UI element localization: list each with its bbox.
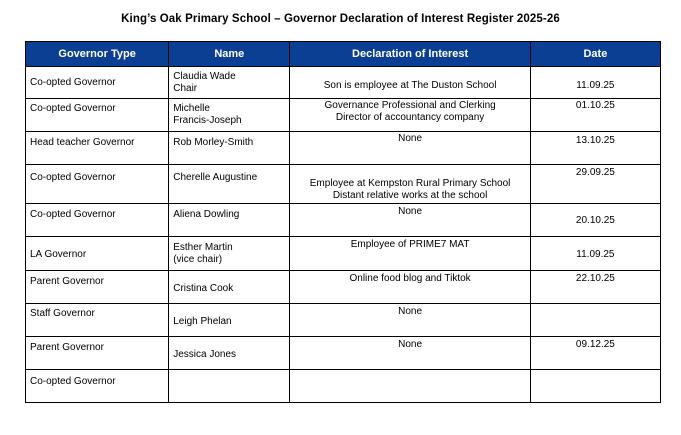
- declaration-date: 11.09.25: [576, 249, 615, 260]
- name-cell: [169, 67, 290, 99]
- date-cell: [530, 370, 660, 403]
- table-row: [26, 337, 661, 370]
- declaration-date: 22.10.25: [575, 273, 615, 284]
- header-date: Date: [530, 42, 660, 67]
- table-row: [26, 271, 661, 304]
- date-cell: [530, 337, 660, 370]
- governor-name: Michelle Francis-Joseph: [173, 103, 242, 126]
- governor-name: Aliena Dowling: [173, 209, 240, 220]
- header-governor-type: Governor Type: [26, 42, 169, 67]
- declaration-cell: [290, 370, 530, 403]
- name-cell: [169, 337, 290, 370]
- governor-type-cell: [26, 67, 169, 99]
- governor-type: Staff Governor: [30, 308, 95, 319]
- declaration-text: None: [398, 339, 423, 350]
- name-cell: [169, 99, 290, 132]
- declaration-cell: [290, 271, 530, 304]
- governor-type: Co-opted Governor: [30, 77, 116, 88]
- table-row: [26, 99, 661, 132]
- declaration-date: 11.09.25: [576, 80, 615, 91]
- declaration-cell: [290, 165, 530, 204]
- governor-type-cell: [26, 271, 169, 304]
- date-cell: [530, 271, 660, 304]
- declaration-text: None: [398, 206, 423, 217]
- table-row: [26, 132, 661, 165]
- declaration-cell: [290, 237, 530, 271]
- declaration-text: None: [398, 306, 423, 317]
- declaration-cell: [290, 99, 530, 132]
- declaration-date: 13.10.25: [575, 135, 615, 146]
- date-cell: [530, 99, 660, 132]
- declaration-text: Governance Professional and Clerking Director of accountancy company: [324, 100, 496, 123]
- governor-type-cell: [26, 165, 169, 204]
- declaration-cell: [290, 204, 530, 237]
- declaration-text: Son is employee at The Duston School: [323, 80, 497, 91]
- governor-type-cell: [26, 132, 169, 165]
- table-row: [26, 237, 661, 271]
- governor-type-cell: [26, 304, 169, 337]
- governor-type-cell: [26, 99, 169, 132]
- governor-name: Claudia Wade Chair: [173, 71, 236, 94]
- declaration-cell: [290, 337, 530, 370]
- governor-type-cell: [26, 204, 169, 237]
- governor-type: Head teacher Governor: [30, 137, 135, 148]
- name-cell: [169, 165, 290, 204]
- governor-type: Co-opted Governor: [30, 103, 116, 114]
- declaration-cell: [290, 67, 530, 99]
- header-name: Name: [169, 42, 290, 67]
- declaration-date: 01.10.25: [575, 100, 615, 111]
- date-cell: [530, 304, 660, 337]
- name-cell: [169, 304, 290, 337]
- table-row: [26, 370, 661, 403]
- declaration-text: Employee at Kempston Rural Primary School Distant relative works at the school: [309, 178, 511, 201]
- governor-name: Esther Martin (vice chair): [173, 242, 233, 265]
- governor-name: Cherelle Augustine: [173, 172, 258, 183]
- date-cell: [530, 237, 660, 271]
- table-row: [26, 165, 661, 204]
- date-cell: [530, 67, 660, 99]
- table-row: [26, 204, 661, 237]
- name-cell: [169, 204, 290, 237]
- governor-type: Co-opted Governor: [30, 172, 116, 183]
- governor-name: Leigh Phelan: [173, 316, 232, 327]
- governor-type: Co-opted Governor: [30, 376, 116, 387]
- name-cell: [169, 132, 290, 165]
- name-cell: [169, 370, 290, 403]
- governor-type: Parent Governor: [30, 276, 104, 287]
- declaration-date: 29.09.25: [575, 167, 615, 178]
- date-cell: [530, 165, 660, 204]
- governor-name: Cristina Cook: [173, 283, 234, 294]
- declaration-cell: [290, 304, 530, 337]
- declaration-date: 20.10.25: [575, 215, 615, 226]
- table-row: [26, 304, 661, 337]
- declaration-text: Online food blog and Tiktok: [349, 273, 471, 284]
- header-declaration: Declaration of Interest: [290, 42, 530, 67]
- date-cell: [530, 132, 660, 165]
- governor-name: Rob Morley-Smith: [173, 137, 254, 148]
- table-header-row: [26, 42, 661, 67]
- declaration-date: 09.12.25: [575, 339, 615, 350]
- governor-type: Co-opted Governor: [30, 209, 116, 220]
- governor-type: Parent Governor: [30, 342, 104, 353]
- name-cell: [169, 271, 290, 304]
- document-title: King’s Oak Primary School – Governor Declaration of Interest Register 2025-26: [121, 13, 560, 25]
- declaration-register-table: [25, 41, 661, 403]
- declaration-text: None: [398, 133, 423, 144]
- governor-type-cell: [26, 370, 169, 403]
- governor-type-cell: [26, 237, 169, 271]
- declaration-cell: [290, 132, 530, 165]
- name-cell: [169, 237, 290, 271]
- date-cell: [530, 204, 660, 237]
- table-row: [26, 67, 661, 99]
- governor-type: LA Governor: [30, 249, 87, 260]
- governor-name: Jessica Jones: [173, 349, 237, 360]
- governor-type-cell: [26, 337, 169, 370]
- declaration-text: Employee of PRIME7 MAT: [350, 239, 470, 250]
